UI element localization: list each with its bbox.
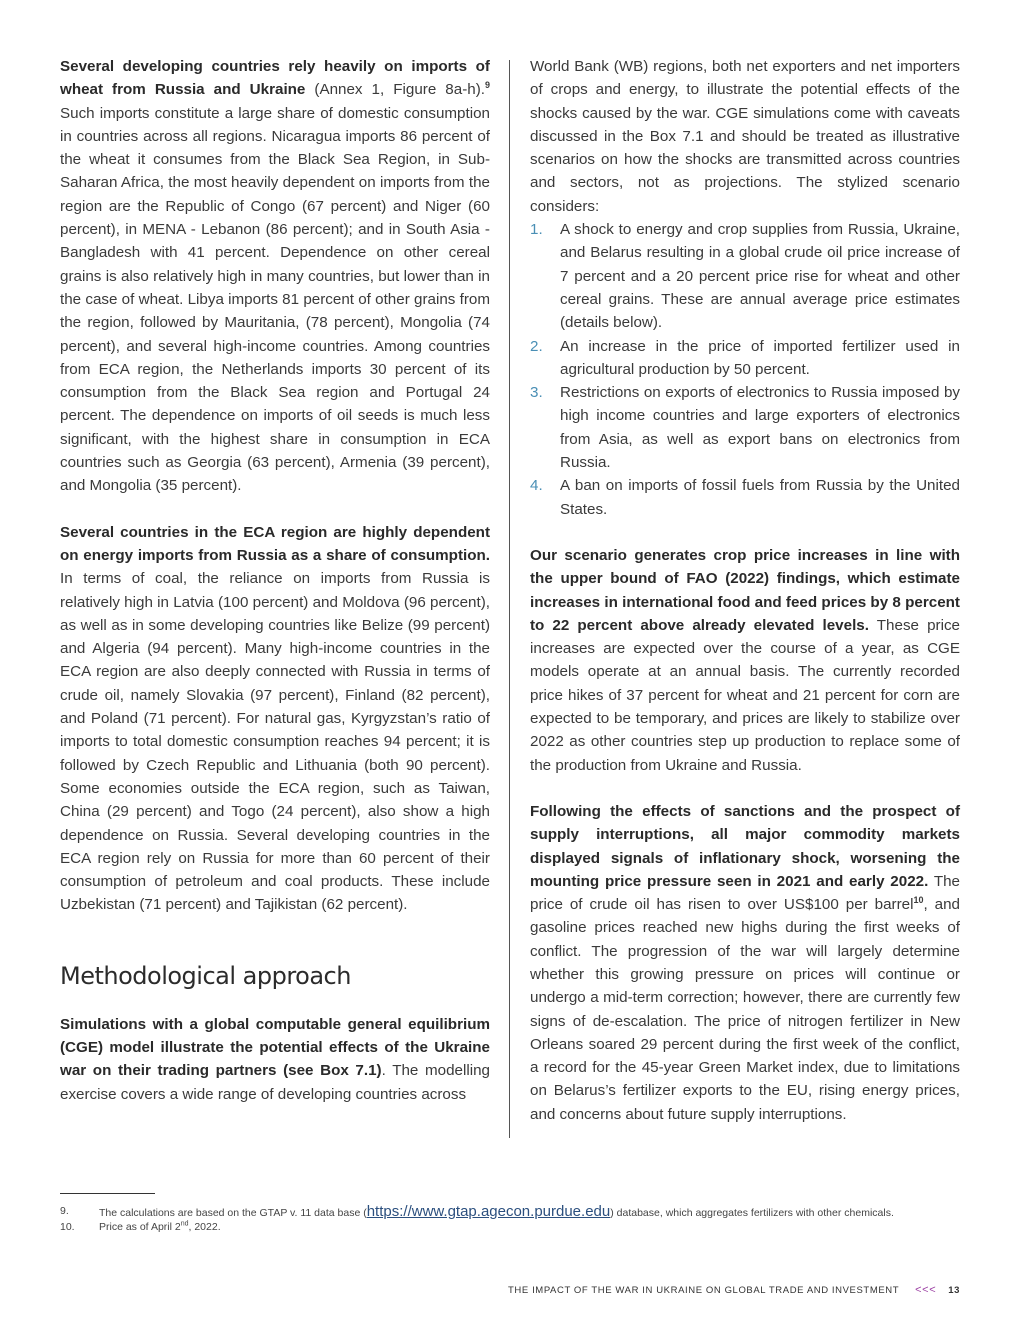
paragraph-cge-simulations — [60, 1013, 490, 1106]
list-text: Restrictions on exports of electronics to Russia imposed by high income countries and large exporters of electronics from Asia, as well as export bans on electronics from Russia. — [560, 384, 960, 472]
paragraph-crop-prices — [530, 544, 960, 777]
list-item — [530, 381, 960, 474]
list-text: A shock to energy and crop supplies from Russia, Ukraine, and Belarus resulting in a global crude oil price increase of 7 percent and a 20 percent price rise for wheat and other cereal grains. These are annual average price estimates (details below). — [560, 221, 960, 332]
list-number: 4. — [530, 477, 543, 495]
lead-sentence: Several developing countries rely heavily on imports of wheat from Russia and Ukraine — [60, 58, 490, 99]
footnote-rule — [60, 1193, 155, 1194]
list-item — [530, 474, 960, 521]
paragraph-wheat-imports — [60, 55, 490, 498]
paragraph-body: In terms of coal, the reliance on imports from Russia is relatively high in Latvia (100 percent) and Moldova (96 percent), as well as in some developing countries like Belize (99 percent) and Algeria (94 percent). Many high-income countries in the ECA region are also deeply connected with Russia in terms of crude oil, namely Slovakia (97 percent), Finland (82 percent), and Poland (71 percent). For natural gas, Kyrgyzstan’s ratio of imports to total domestic consumption reaches 94 percent; it is followed by Czech Republic and Lithuania (both 90 percent). Some economies outside the ECA region, such as Taiwan, China (29 percent) and Togo (24 percent), also show a high dependence on Russia. Several developing countries in the ECA region rely on Russia for more than 60 percent of their consumption of petroleum and coal products. These include Uzbekistan (71 percent) and Tajikistan (62 percent). — [60, 570, 490, 914]
paragraph-energy-imports — [60, 521, 490, 917]
footnote-number: 9. — [60, 1205, 69, 1217]
paragraph-commodity-markets — [530, 800, 960, 1126]
footnote-text — [99, 1205, 960, 1221]
footnotes — [60, 1205, 960, 1234]
footnote-ref-9[interactable]: 9 — [484, 80, 490, 91]
lead-sentence: Following the effects of sanctions and the prospect of supply interruptions, all major commodity markets displayed signals of inflationary shock, worsening the mounting price pressure seen in 2021 and early 2022. — [530, 802, 960, 890]
annex-reference: (Annex 1, Figure 8a-h). — [305, 81, 485, 99]
lead-sentence: Our scenario generates crop price increases in line with the upper bound of FAO (2022) findings, which estimate increases in international food and feed prices by 8 percent to 22 percent above already elevated levels. — [530, 546, 960, 634]
page-number: 13 — [948, 1284, 960, 1296]
footnote-10 — [60, 1221, 960, 1235]
list-item — [530, 335, 960, 382]
list-number: 2. — [530, 337, 543, 355]
list-item — [530, 218, 960, 334]
footnote-ref-10[interactable]: 10 — [913, 895, 924, 906]
footer-title: THE IMPACT OF THE WAR IN UKRAINE ON GLOBAL TRADE AND INVESTMENT — [508, 1284, 900, 1296]
paragraph-body-continued: , and gasoline prices reached new highs during the first weeks of conflict. The progression of the war will largely determine whether this growing pressure on prices will continue or undergo a mid-term correction; however, there are currently few signs of de-escalation. The price of nitrogen fertilizer in New Orleans soared 29 percent during the first week of the conflict, a record for the 45-year Green Market index, due to limitations on Belarus’s fertilizer exports to the EU, rising energy prices, and concerns about future supply interruptions. — [530, 896, 961, 1123]
scenario-list — [530, 218, 960, 521]
footnote-text-start: Price as of April 2 — [99, 1220, 181, 1233]
footnote-text-start: The calculations are based on the GTAP v. 11 data base ( — [99, 1207, 367, 1219]
left-column — [60, 55, 490, 1106]
paragraph-body: . The modelling exercise covers a wide range of developing countries across — [60, 1062, 491, 1103]
chevrons-left-icon: <<< — [915, 1284, 937, 1296]
paragraph-wb-regions: World Bank (WB) regions, both net exporters and net importers of crops and energy, to illustrate the potential effects of the shocks caused by the war. CGE simulations come with caveats discussed in the Box 7.1 and should be treated as illustrative scenarios on how the shocks are transmitted across countries and sectors, not as projections. The stylized scenario considers: — [530, 58, 960, 215]
paragraph-body: Such imports constitute a large share of domestic consumption in countries across all regions. Nicaragua imports 86 percent of the wheat it consumes from the Black Sea Region, in Sub-Saharan Africa, the most heavily dependent on imports from the region are the Republic of Congo (67 percent) and Niger (60 percent), in MENA - Lebanon (86 percent); and in South Asia - Bangladesh with 41 percent. Dependence on other cereal grains is also relatively high in many countries, but lower than in the case of wheat. Libya imports 81 percent of other grains from the region, followed by Mauritania, (78 percent), Mongolia (74 percent), and several high-income countries. Among countries from ECA region, the Netherlands imports 30 percent of its consumption from the Black Sea region and Portugal 24 percent. The dependence on imports of oil seeds is much less significant, with the highest share in consumption in ECA countries such as Georgia (63 percent), Armenia (39 percent), and Mongolia (35 percent). — [60, 104, 490, 495]
footnote-text-end: , 2022. — [188, 1220, 221, 1233]
right-column — [530, 55, 960, 1126]
footnote-9 — [60, 1205, 960, 1221]
footnote-text-end: ) database, which aggregates fertilizers with other chemicals. — [610, 1207, 894, 1219]
paragraph-body: The price of crude oil has risen to over US$100 per barrel — [530, 872, 960, 914]
lead-sentence: Simulations with a global computable general equilibrium (CGE) model illustrate the potential effects of the Ukraine war on their trading partners (see Box 7.1) — [60, 1015, 490, 1080]
list-text: A ban on imports of fossil fuels from Russia by the United States. — [560, 477, 960, 518]
gtap-link[interactable]: https://www.gtap.agecon.purdue.edu — [366, 1203, 611, 1220]
column-divider — [509, 60, 510, 1138]
page-footer — [508, 1284, 960, 1296]
section-heading: Methodological approach — [60, 961, 351, 990]
lead-sentence: Several countries in the ECA region are highly dependent on energy imports from Russia as a share of consumption. — [60, 523, 490, 564]
ordinal-suffix: nd — [180, 1220, 189, 1227]
list-number: 3. — [530, 384, 543, 402]
footnote-number: 10. — [60, 1220, 75, 1233]
list-number: 1. — [530, 221, 543, 239]
list-text: An increase in the price of imported fertilizer used in agricultural production by 50 percent. — [560, 337, 960, 378]
paragraph-body: These price increases are expected over the course of a year, as CGE models operate at an annual basis. The currently recorded price hikes of 37 percent for wheat and 21 percent for corn are expected to be temporary, and prices are likely to stabilize over 2022 as other countries step up production to replace some of the production from Ukraine and Russia. — [530, 616, 960, 774]
footnote-text — [99, 1221, 960, 1235]
